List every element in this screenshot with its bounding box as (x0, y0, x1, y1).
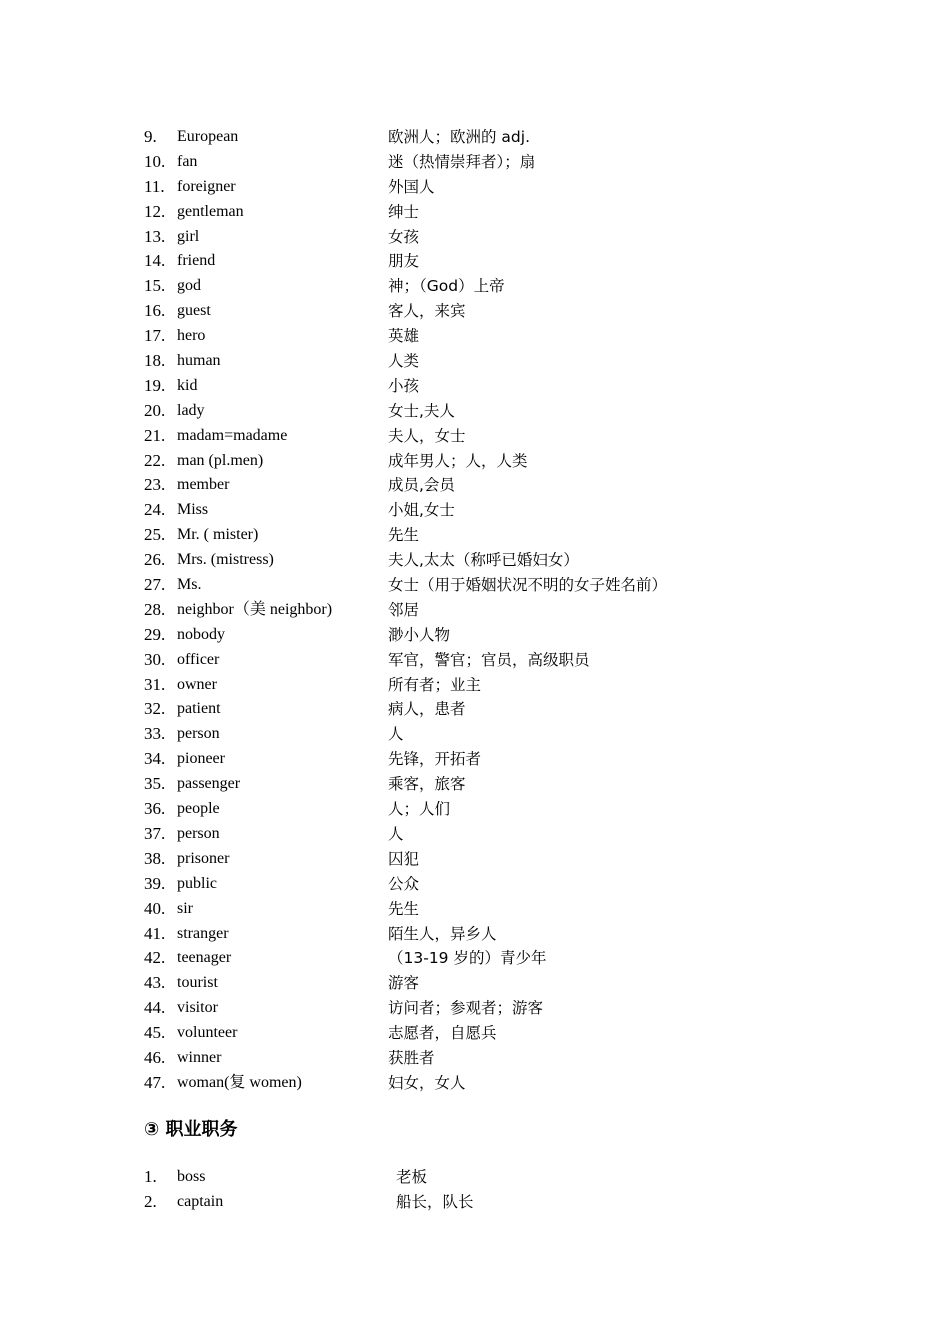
item-number: 33. (144, 724, 166, 744)
english-word: pioneer (177, 750, 225, 768)
english-word: woman(复 women) (177, 1073, 302, 1091)
english-word: Mr. ( mister) (177, 526, 259, 544)
item-number: 23. (144, 475, 166, 495)
vocab-row (144, 324, 844, 349)
chinese-meaning: 绅士 (388, 202, 420, 221)
english-word: officer (177, 650, 220, 668)
people-vocabulary-list (144, 125, 844, 1096)
chinese-meaning: 人 (388, 824, 404, 843)
item-number: 35. (144, 774, 166, 794)
vocab-row (144, 449, 844, 474)
vocab-row (144, 175, 844, 200)
item-number: 1. (144, 1167, 157, 1186)
item-number: 25. (144, 525, 166, 545)
item-number: 32. (144, 699, 166, 719)
item-number: 27. (144, 575, 166, 595)
item-number: 21. (144, 425, 166, 445)
chinese-meaning: 人；人们 (388, 800, 451, 819)
item-number: 39. (144, 873, 166, 893)
chinese-meaning: 陌生人，异乡人 (388, 924, 497, 943)
item-number: 19. (144, 375, 166, 395)
english-word: European (177, 128, 239, 145)
vocab-row (144, 946, 844, 971)
english-word: member (177, 476, 230, 494)
chinese-meaning: 女士,夫人 (388, 401, 455, 420)
vocab-row (144, 872, 844, 897)
vocab-row (144, 648, 844, 673)
english-word: prisoner (177, 849, 230, 867)
vocab-row (144, 747, 844, 772)
english-word: owner (177, 675, 217, 693)
english-word: god (177, 277, 201, 295)
english-word: patient (177, 700, 221, 718)
item-number: 9. (144, 127, 157, 146)
vocab-row (144, 225, 844, 250)
item-number: 26. (144, 550, 166, 570)
item-number: 46. (144, 1047, 166, 1067)
chinese-meaning: 公众 (388, 874, 420, 893)
item-number: 44. (144, 998, 166, 1018)
item-number: 45. (144, 1023, 166, 1043)
english-word: people (177, 800, 220, 818)
item-number: 41. (144, 923, 166, 943)
chinese-meaning: 先生 (388, 526, 420, 545)
item-number: 15. (144, 276, 166, 296)
vocab-row (144, 772, 844, 797)
english-word: public (177, 874, 217, 892)
vocab-row (144, 374, 844, 399)
item-number: 43. (144, 973, 166, 993)
chinese-meaning: 获胜者 (388, 1048, 435, 1067)
item-number: 13. (144, 226, 166, 246)
item-number: 30. (144, 649, 166, 669)
english-word: neighbor（美 neighbor) (177, 600, 333, 618)
vocab-row (144, 797, 844, 822)
vocab-row (144, 722, 844, 747)
vocab-row (144, 424, 844, 449)
chinese-meaning: 游客 (388, 974, 420, 993)
item-number: 10. (144, 151, 166, 171)
english-word: man (pl.men) (177, 451, 264, 469)
english-word: nobody (177, 625, 225, 643)
vocab-row (144, 847, 844, 872)
chinese-meaning: 外国人 (388, 177, 435, 196)
chinese-meaning: 病人，患者 (388, 700, 466, 719)
english-word: fan (177, 152, 198, 170)
chinese-meaning: 小姐,女士 (388, 501, 455, 520)
vocab-row (144, 1165, 844, 1190)
vocab-row (144, 1190, 844, 1215)
english-word: captain (177, 1192, 224, 1210)
vocab-row (144, 274, 844, 299)
english-word: Ms. (177, 576, 202, 594)
chinese-meaning: （13-19 岁的）青少年 (388, 949, 547, 968)
item-number: 37. (144, 823, 166, 843)
english-word: teenager (177, 949, 232, 967)
english-word: Miss (177, 501, 209, 519)
english-word: foreigner (177, 177, 236, 195)
vocab-row (144, 399, 844, 424)
chinese-meaning: 夫人,太太（称呼已婚妇女） (388, 551, 579, 570)
vocab-row (144, 922, 844, 947)
chinese-meaning: 朋友 (388, 252, 420, 271)
item-number: 24. (144, 500, 166, 520)
english-word: madam=madame (177, 426, 288, 444)
chinese-meaning: 人类 (388, 352, 420, 371)
english-word: girl (177, 227, 200, 245)
vocab-row (144, 697, 844, 722)
item-number: 42. (144, 948, 166, 968)
vocab-row (144, 1071, 844, 1096)
english-word: stranger (177, 924, 229, 942)
english-word: kid (177, 376, 198, 394)
chinese-meaning: 老板 (396, 1168, 428, 1186)
vocab-row (144, 897, 844, 922)
english-word: human (177, 352, 221, 370)
vocab-row (144, 473, 844, 498)
vocab-row (144, 598, 844, 623)
chinese-meaning: 妇女，女人 (388, 1073, 466, 1092)
item-number: 12. (144, 201, 166, 221)
vocab-row (144, 1021, 844, 1046)
vocab-row (144, 1046, 844, 1071)
chinese-meaning: 客人，来宾 (388, 302, 466, 321)
item-number: 18. (144, 351, 166, 371)
chinese-meaning: 军官，警官；官员，高级职员 (388, 650, 590, 669)
english-word: gentleman (177, 202, 244, 220)
vocab-row (144, 996, 844, 1021)
item-number: 11. (144, 176, 165, 196)
vocab-row (144, 299, 844, 324)
chinese-meaning: 访问者；参观者；游客 (388, 999, 544, 1018)
chinese-meaning: 女士（用于婚姻状况不明的女子姓名前） (388, 576, 668, 595)
item-number: 47. (144, 1072, 166, 1092)
chinese-meaning: 迷（热情崇拜者）；扇 (388, 152, 536, 171)
chinese-meaning: 女孩 (388, 227, 420, 246)
english-word: winner (177, 1048, 222, 1066)
english-word: person (177, 725, 220, 743)
chinese-meaning: 志愿者，自愿兵 (388, 1024, 497, 1043)
chinese-meaning: 先锋，开拓者 (388, 750, 482, 769)
chinese-meaning: 先生 (388, 899, 420, 918)
vocab-row (144, 349, 844, 374)
item-number: 16. (144, 301, 166, 321)
vocab-row (144, 125, 844, 150)
english-word: passenger (177, 775, 241, 793)
vocab-row (144, 523, 844, 548)
chinese-meaning: 人 (388, 725, 404, 744)
chinese-meaning: 英雄 (388, 327, 420, 346)
chinese-meaning: 夫人，女士 (388, 426, 466, 445)
chinese-meaning: 渺小人物 (388, 625, 451, 644)
item-number: 20. (144, 400, 166, 420)
english-word: tourist (177, 974, 218, 992)
vocab-row (144, 548, 844, 573)
vocab-row (144, 971, 844, 996)
chinese-meaning: 乘客，旅客 (388, 775, 466, 794)
english-word: friend (177, 252, 216, 270)
item-number: 17. (144, 326, 166, 346)
item-number: 40. (144, 898, 166, 918)
section-heading-occupations: ③ 职业职务 (144, 1119, 238, 1140)
vocab-row (144, 249, 844, 274)
english-word: visitor (177, 999, 218, 1017)
vocab-row (144, 573, 844, 598)
item-number: 31. (144, 674, 166, 694)
item-number: 38. (144, 848, 166, 868)
item-number: 14. (144, 251, 166, 271)
item-number: 2. (144, 1191, 157, 1211)
english-word: person (177, 824, 220, 842)
item-number: 36. (144, 799, 166, 819)
chinese-meaning: 欧洲人；欧洲的 adj. (388, 128, 530, 146)
chinese-meaning: 所有者；业主 (388, 675, 482, 694)
english-word: boss (177, 1168, 206, 1185)
english-word: Mrs. (mistress) (177, 551, 274, 569)
english-word: volunteer (177, 1024, 238, 1042)
item-number: 28. (144, 599, 166, 619)
vocab-row (144, 623, 844, 648)
chinese-meaning: 小孩 (388, 376, 420, 395)
vocab-row (144, 673, 844, 698)
vocab-row (144, 200, 844, 225)
item-number: 22. (144, 450, 166, 470)
chinese-meaning: 神；（God）上帝 (388, 277, 505, 296)
english-word: sir (177, 899, 193, 917)
english-word: lady (177, 401, 205, 419)
vocab-row (144, 150, 844, 175)
chinese-meaning: 成员,会员 (388, 476, 455, 495)
vocab-row (144, 498, 844, 523)
occupation-vocabulary-list (144, 1165, 844, 1215)
chinese-meaning: 囚犯 (388, 849, 420, 868)
english-word: guest (177, 302, 211, 320)
english-word: hero (177, 327, 206, 345)
item-number: 29. (144, 624, 166, 644)
chinese-meaning: 船长，队长 (396, 1192, 474, 1211)
item-number: 34. (144, 749, 166, 769)
chinese-meaning: 邻居 (388, 600, 420, 619)
vocab-row (144, 822, 844, 847)
chinese-meaning: 成年男人；人，人类 (388, 451, 528, 470)
